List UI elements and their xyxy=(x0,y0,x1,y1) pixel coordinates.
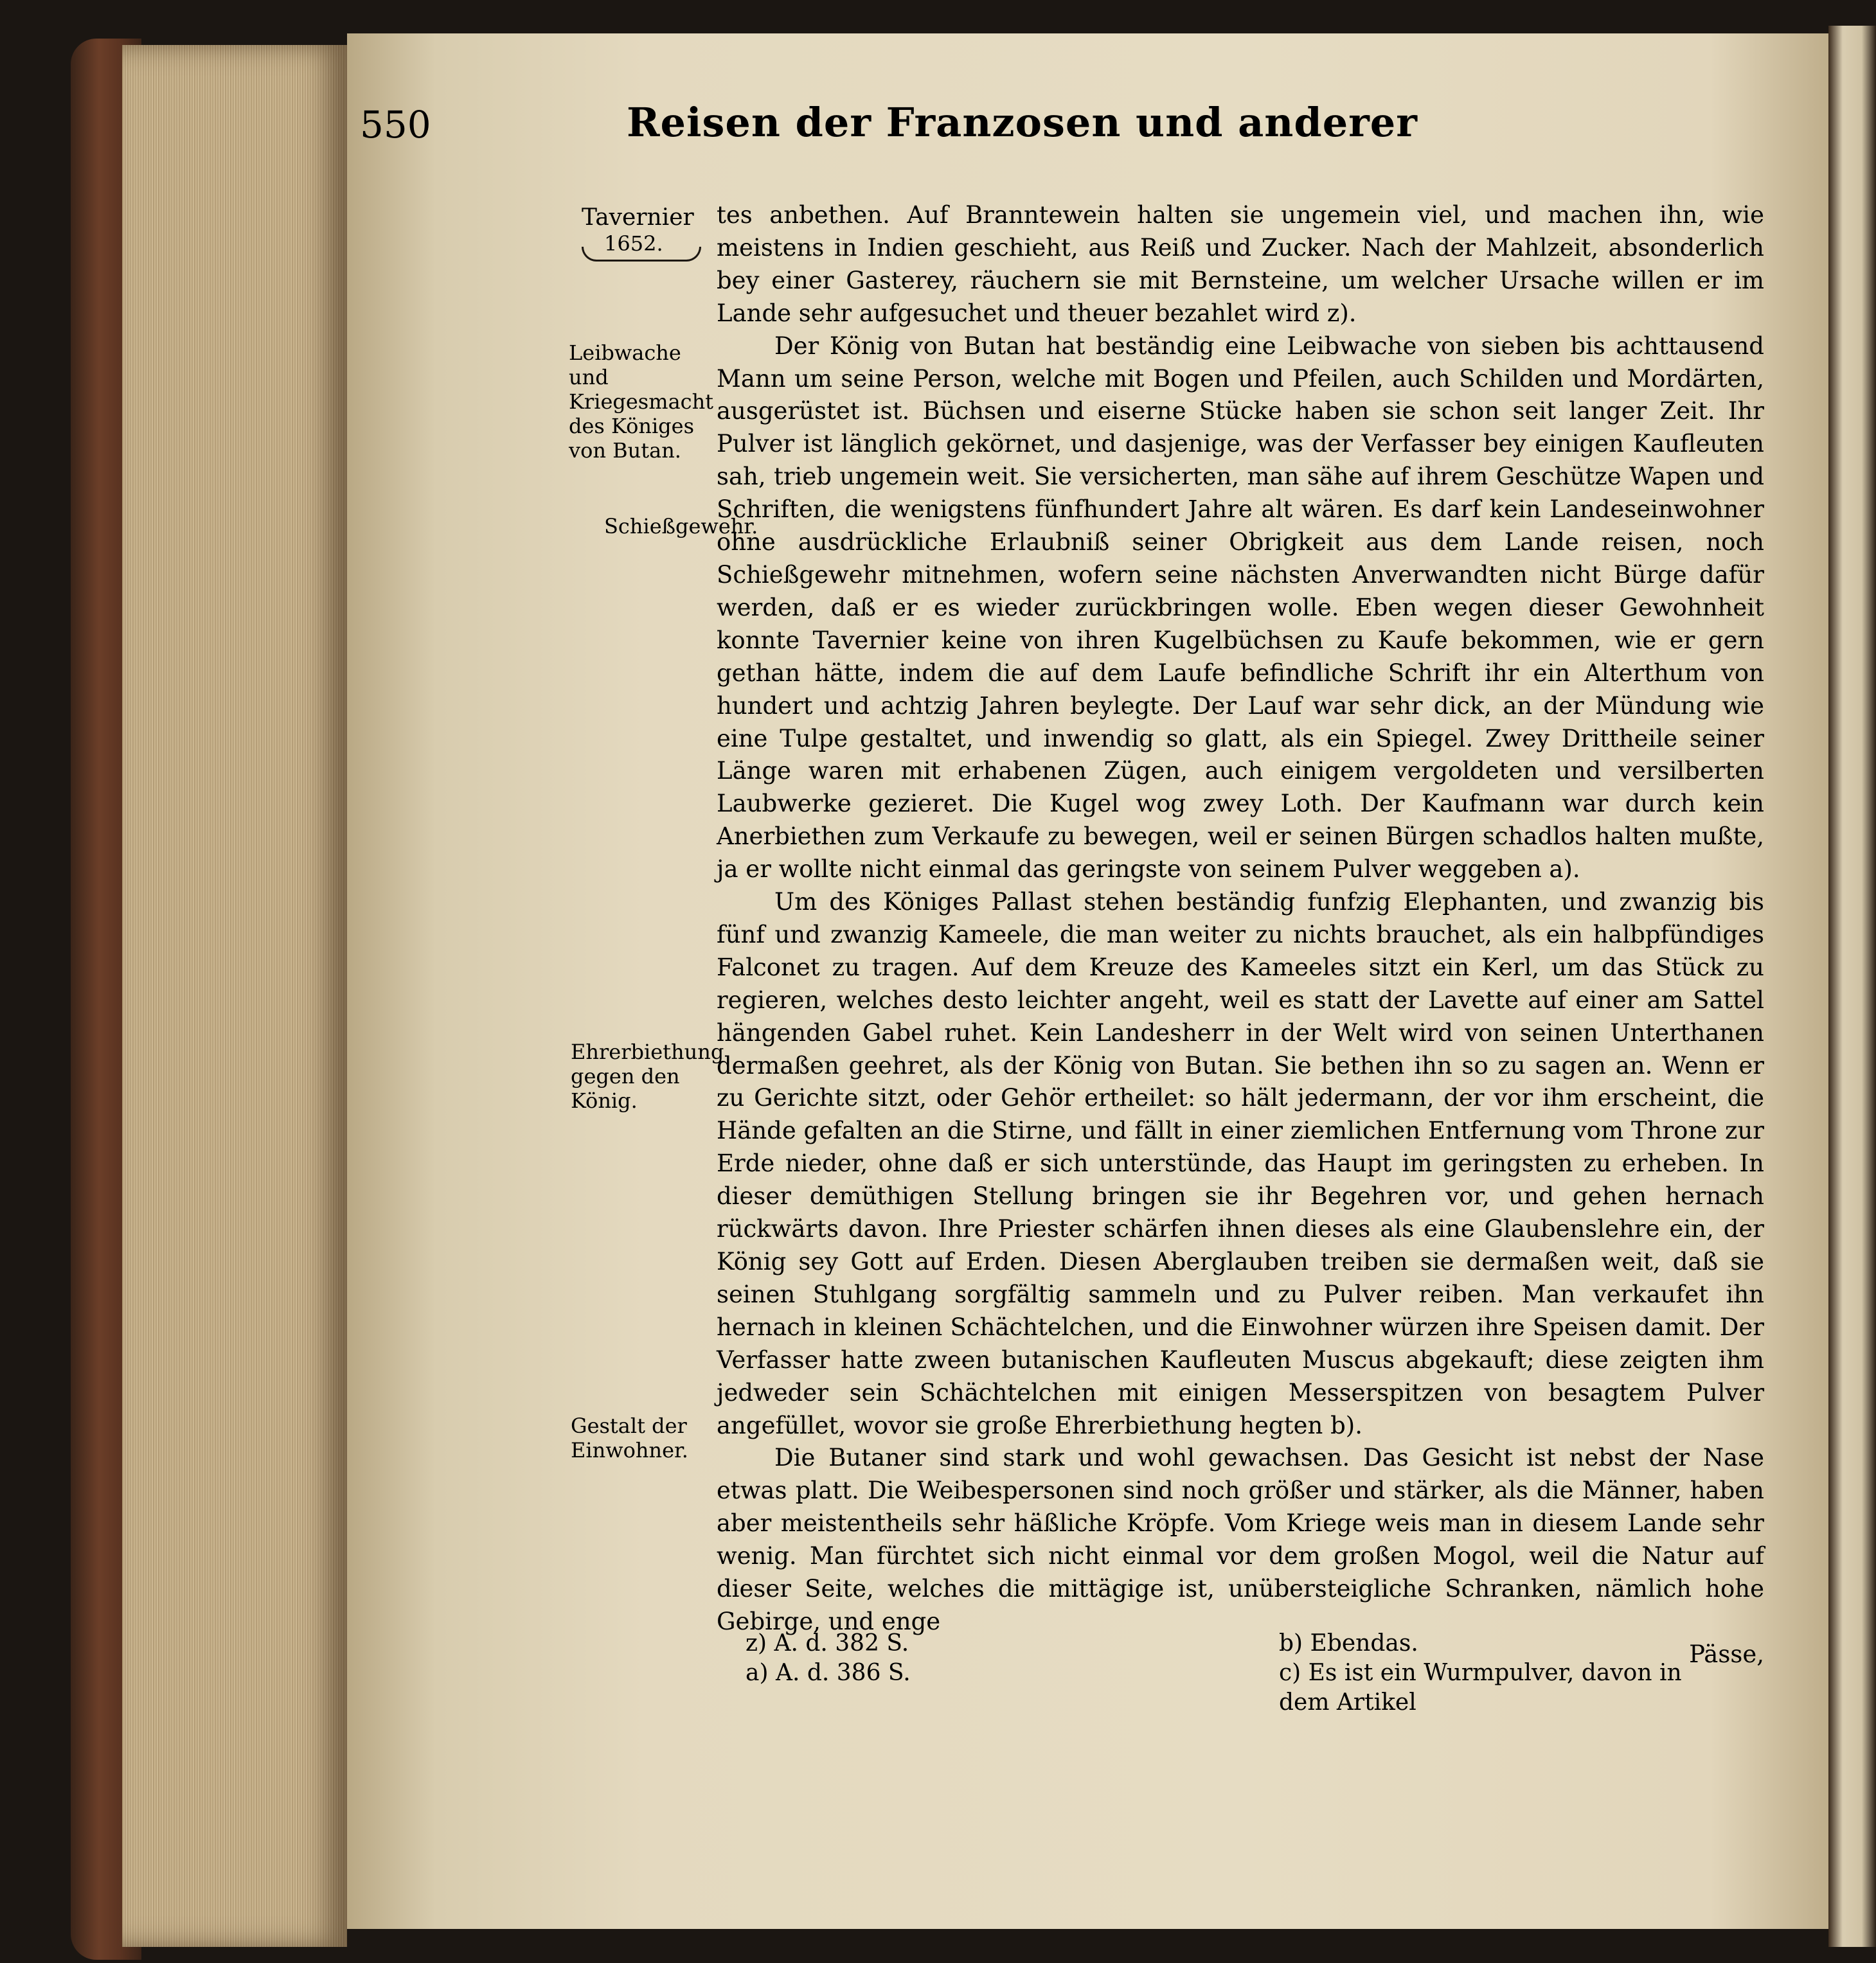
footnote-c: c) Es ist ein Wurmpulver, davon in dem Artikel xyxy=(1279,1660,1682,1716)
footnotes-right xyxy=(1279,1629,1729,1718)
footnotes-left xyxy=(746,1629,1195,1688)
running-head: Reisen der Franzosen und anderer xyxy=(627,99,1418,146)
margin-bracket xyxy=(582,247,701,262)
margin-note-leibwache: Leibwache und Kriegesmacht des Königes von Butan. xyxy=(569,341,714,463)
page-edges xyxy=(122,45,347,1947)
footnote-a: a) A. d. 386 S. xyxy=(746,1660,911,1686)
margin-note-year: 1652. xyxy=(604,231,663,256)
catchword: Pässe, xyxy=(1689,1640,1764,1668)
margin-note-gestalt: Gestalt der Einwohner. xyxy=(571,1414,688,1462)
body-text xyxy=(717,199,1764,1671)
paragraph: tes anbethen. Auf Branntewein halten sie ungemein viel, und machen ihn, wie meistens in Indien geschieht, aus Reiß und Zucker. Nach der Mahlzeit, absonderlich bey einer Gasterey, räuchern sie mit Bernsteine, um welcher Ursache willen er im Lande sehr aufgesuchet und theuer bezahlet wird z). xyxy=(717,201,1764,327)
margin-note-schiessgewehr: Schießgewehr. xyxy=(604,514,758,538)
paragraph: Der König von Butan hat beständig eine Leibwache von sieben bis achttausend Mann um seine Person, welche mit Bogen und Pfeilen, auch Schilden und Mordärten, ausgerüstet ist. Büchsen und eiserne Stücke haben sie schon seit langer Zeit. Ihr Pulver ist länglich gekörnet, und dasjenige, was der Verfasser bey einigen Kaufleuten sah, trieb ungemein weit. Sie versicherten, man sähe auf ihrem Geschütze Wapen und Schriften, die wenigstens fünfhundert Jahre alt wären. Es darf kein Landeseinwohner ohne ausdrückliche Erlaubniß seiner Obrigkeit aus dem Lande reisen, noch Schießgewehr mitnehmen, wofern seine nächsten Anverwandten nicht Bürge dafür werden, daß er es wieder zurückbringen wolle. Eben wegen dieser Gewohnheit konnte Tavernier keine von ihren Kugelbüchsen zu Kaufe bekommen, wie er gern gethan hätte, indem die auf dem Laufe befindliche Schrift ihr ein Alterthum von hundert und achtzig Jahren beylegte. Der Lauf war sehr dick, an der Mündung wie eine Tulpe gestaltet, und inwendig so glatt, als ein Spiegel. Zwey Drittheile seiner Länge waren mit erhabenen Zügen, auch einigem vergoldeten und versilberten Laubwerke gezieret. Die Kugel wog zwey Loth. Der Kaufmann war durch kein Anerbiethen zum Verkaufe zu bewegen, weil er seinen Bürgen schadlos halten mußte, ja er wollte nicht einmal das geringste von seinem Pulver weggeben a). xyxy=(717,332,1764,884)
margin-note-ehrerbiethung: Ehrerbiethung gegen den König. xyxy=(571,1040,724,1113)
footnote-b: b) Ebendas. xyxy=(1279,1630,1418,1657)
paragraph: Die Butaner sind stark und wohl gewachsen. Das Gesicht ist nebst der Nase etwas platt. Die Weibespersonen sind noch größer und stärker, als die Männer, haben aber meistentheils sehr häßliche Kröpfe. Vom Kriege weis man in diesem Lande sehr wenig. Man fürchtet sich nicht einmal vor dem großen Mogol, weil die Natur auf dieser Seite, welches die mittägige ist, unübersteigliche Schranken, nämlich hohe Gebirge, und enge xyxy=(717,1444,1764,1635)
page-number: 550 xyxy=(360,103,431,147)
paragraph: Um des Königes Pallast stehen beständig funfzig Elephanten, und zwanzig bis fünf und zwanzig Kameele, die man weiter zu nichts brauchet, als ein halbpfündiges Falconet zu tragen. Auf dem Kreuze des Kameeles sitzt ein Kerl, um das Stück zu regieren, welches desto leichter angeht, weil es statt der Lavette auf einer am Sattel hängenden Gabel ruhet. Kein Landesherr in der Welt wird von seinen Unterthanen dermaßen geehret, als der König von Butan. Sie bethen ihn so zu sagen an. Wenn er zu Gerichte sitzt, oder Gehör ertheilet: so hält jedermann, der vor ihm erscheint, die Hände gefalten an die Stirne, und fällt in einer ziemlichen Entfernung vom Throne zur Erde nieder, ohne daß er sich unterstünde, das Haupt im geringsten zu erheben. In dieser demüthigen Stellung bringen sie ihr Begehren vor, und gehen hernach rückwärts davon. Ihre Priester schärfen ihnen dieses als eine Glaubenslehre ein, der König sey Gott auf Erden. Diesen Aberglauben treiben sie dermaßen weit, daß sie seinen Stuhlgang sorgfältig sammeln und zu Pulver reiben. Man verkaufet ihn hernach in kleinen Schächtelchen, und die Einwohner würzen ihre Speisen damit. Der Verfasser hatte zween butanischen Kaufleuten Muscus abgekauft; diese zeigten ihm jedweder sein Schächtelchen mit einigen Messerspitzen von besagtem Pulver angefüllet, wovor sie große Ehrerbiethung hegten b). xyxy=(717,888,1764,1439)
facing-page-edge xyxy=(1828,26,1876,1947)
footnote-z: z) A. d. 382 S. xyxy=(746,1630,909,1657)
margin-note-tavernier: Tavernier xyxy=(582,204,694,231)
